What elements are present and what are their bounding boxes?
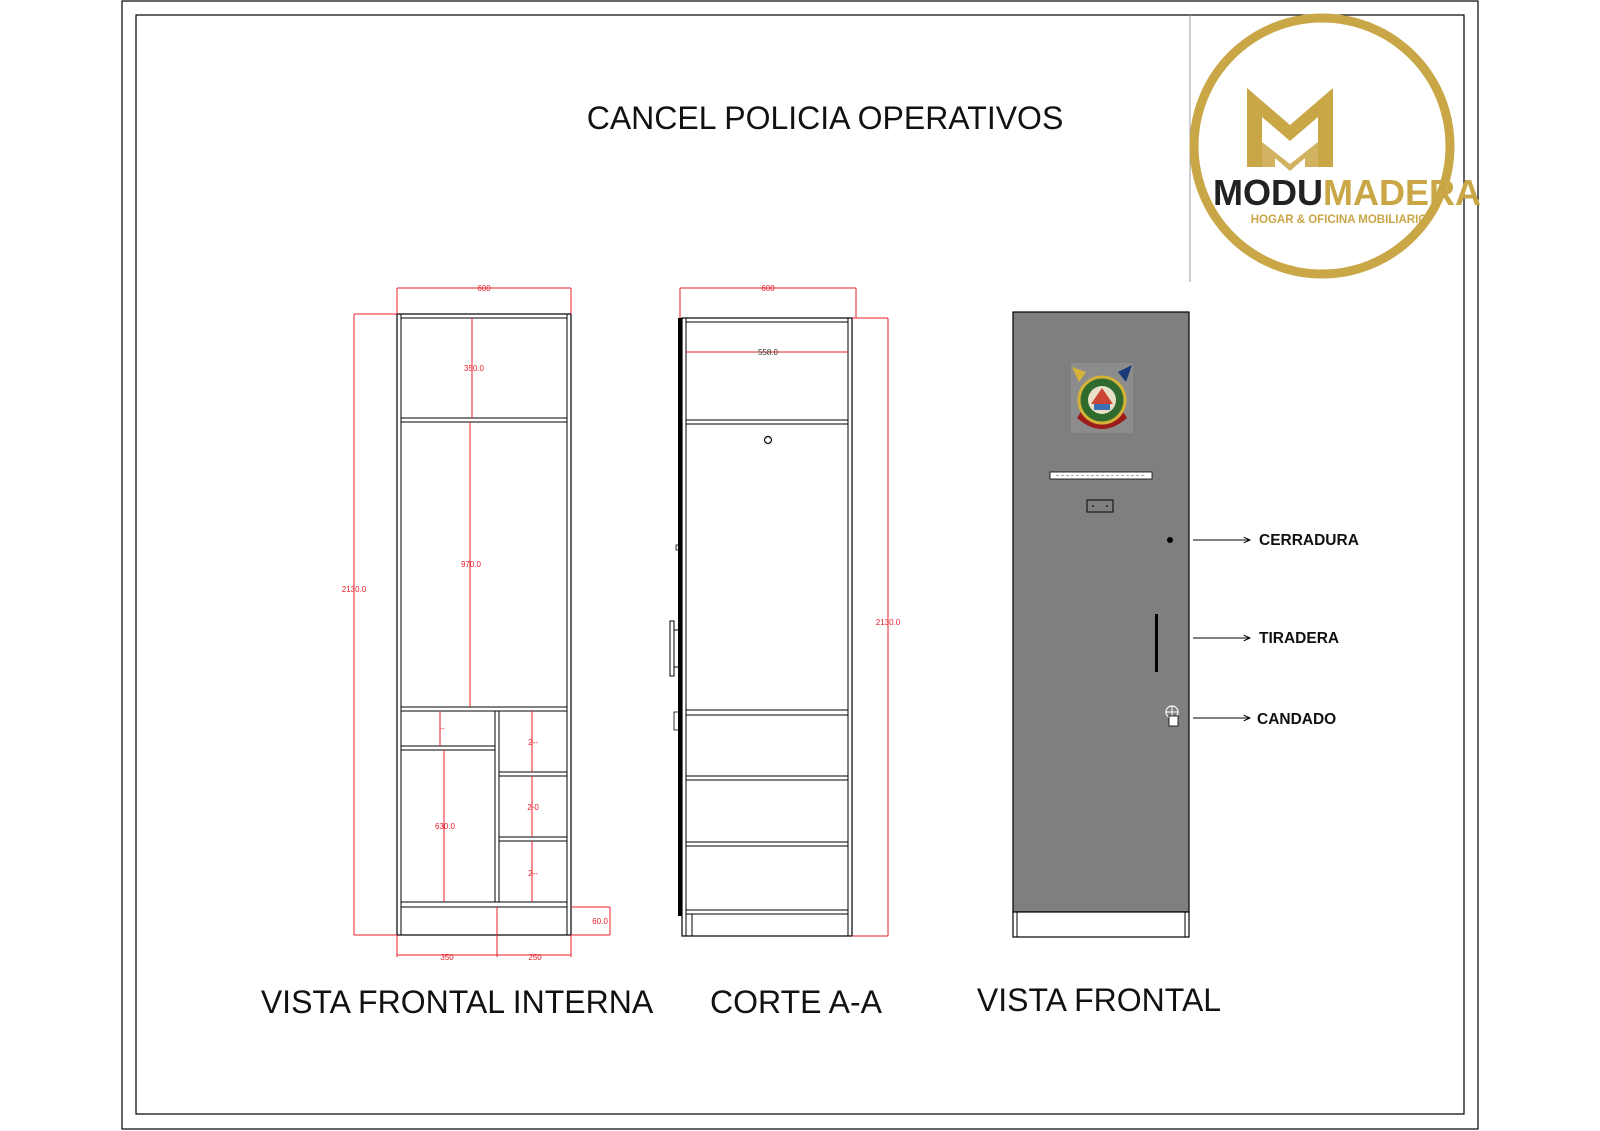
label-section-view: CORTE A-A [710,984,882,1020]
section-view [670,284,901,1020]
dim-section-inner-width: 558.0 [757,348,779,357]
dim-bottom-right: 250 [528,953,542,962]
dim-right-1: 2-- [528,738,538,747]
logo-brand-modu: MODU [1213,172,1323,213]
dim-right-3: 2-- [528,869,538,878]
logo-tagline: HOGAR & OFICINA MOBILIARIO [1250,214,1428,226]
dim-lower-left: 630.0 [434,822,456,831]
section-carcass [682,318,852,936]
modumadera-logo [1194,18,1481,274]
dim-base: 60.0 [592,917,608,926]
callout-lock: CERRADURA [1259,532,1359,549]
section-handle-icon [670,621,674,676]
front-base [1013,912,1189,937]
label-internal-view: VISTA FRONTAL INTERNA [260,984,654,1020]
dim-bottom-left: 350 [440,953,454,962]
dim-section-height: 2130.0 [875,618,901,627]
callout-handle: TIRADERA [1259,630,1340,647]
dim-section-width: 600 [761,284,775,293]
outer-border [122,1,1478,1129]
dim-small-drawer: -- [439,724,445,733]
handle-icon [1155,614,1158,672]
callout-padlock: CANDADO [1257,711,1337,728]
dim-hanging-space: 970.0 [460,560,482,569]
internal-carcass [397,314,571,935]
dim-right-2: 2-0 [527,803,539,812]
logo-brand [1213,172,1481,213]
drawing-title: CANCEL POLICIA OPERATIVOS [586,100,1064,136]
dim-internal-width: 600 [477,284,491,293]
mm-monogram-icon [1247,88,1333,167]
dim-top-compartment: 350.0 [463,364,485,373]
hanging-rod-icon [765,437,772,444]
internal-view [261,284,654,1020]
dim-internal-height: 2130.0 [341,585,367,594]
lock-icon [1167,537,1173,543]
front-view [977,312,1359,1018]
logo-brand-madera: MADERA [1323,172,1481,213]
label-front-view: VISTA FRONTAL [976,982,1222,1018]
police-emblem-icon [1071,363,1133,433]
